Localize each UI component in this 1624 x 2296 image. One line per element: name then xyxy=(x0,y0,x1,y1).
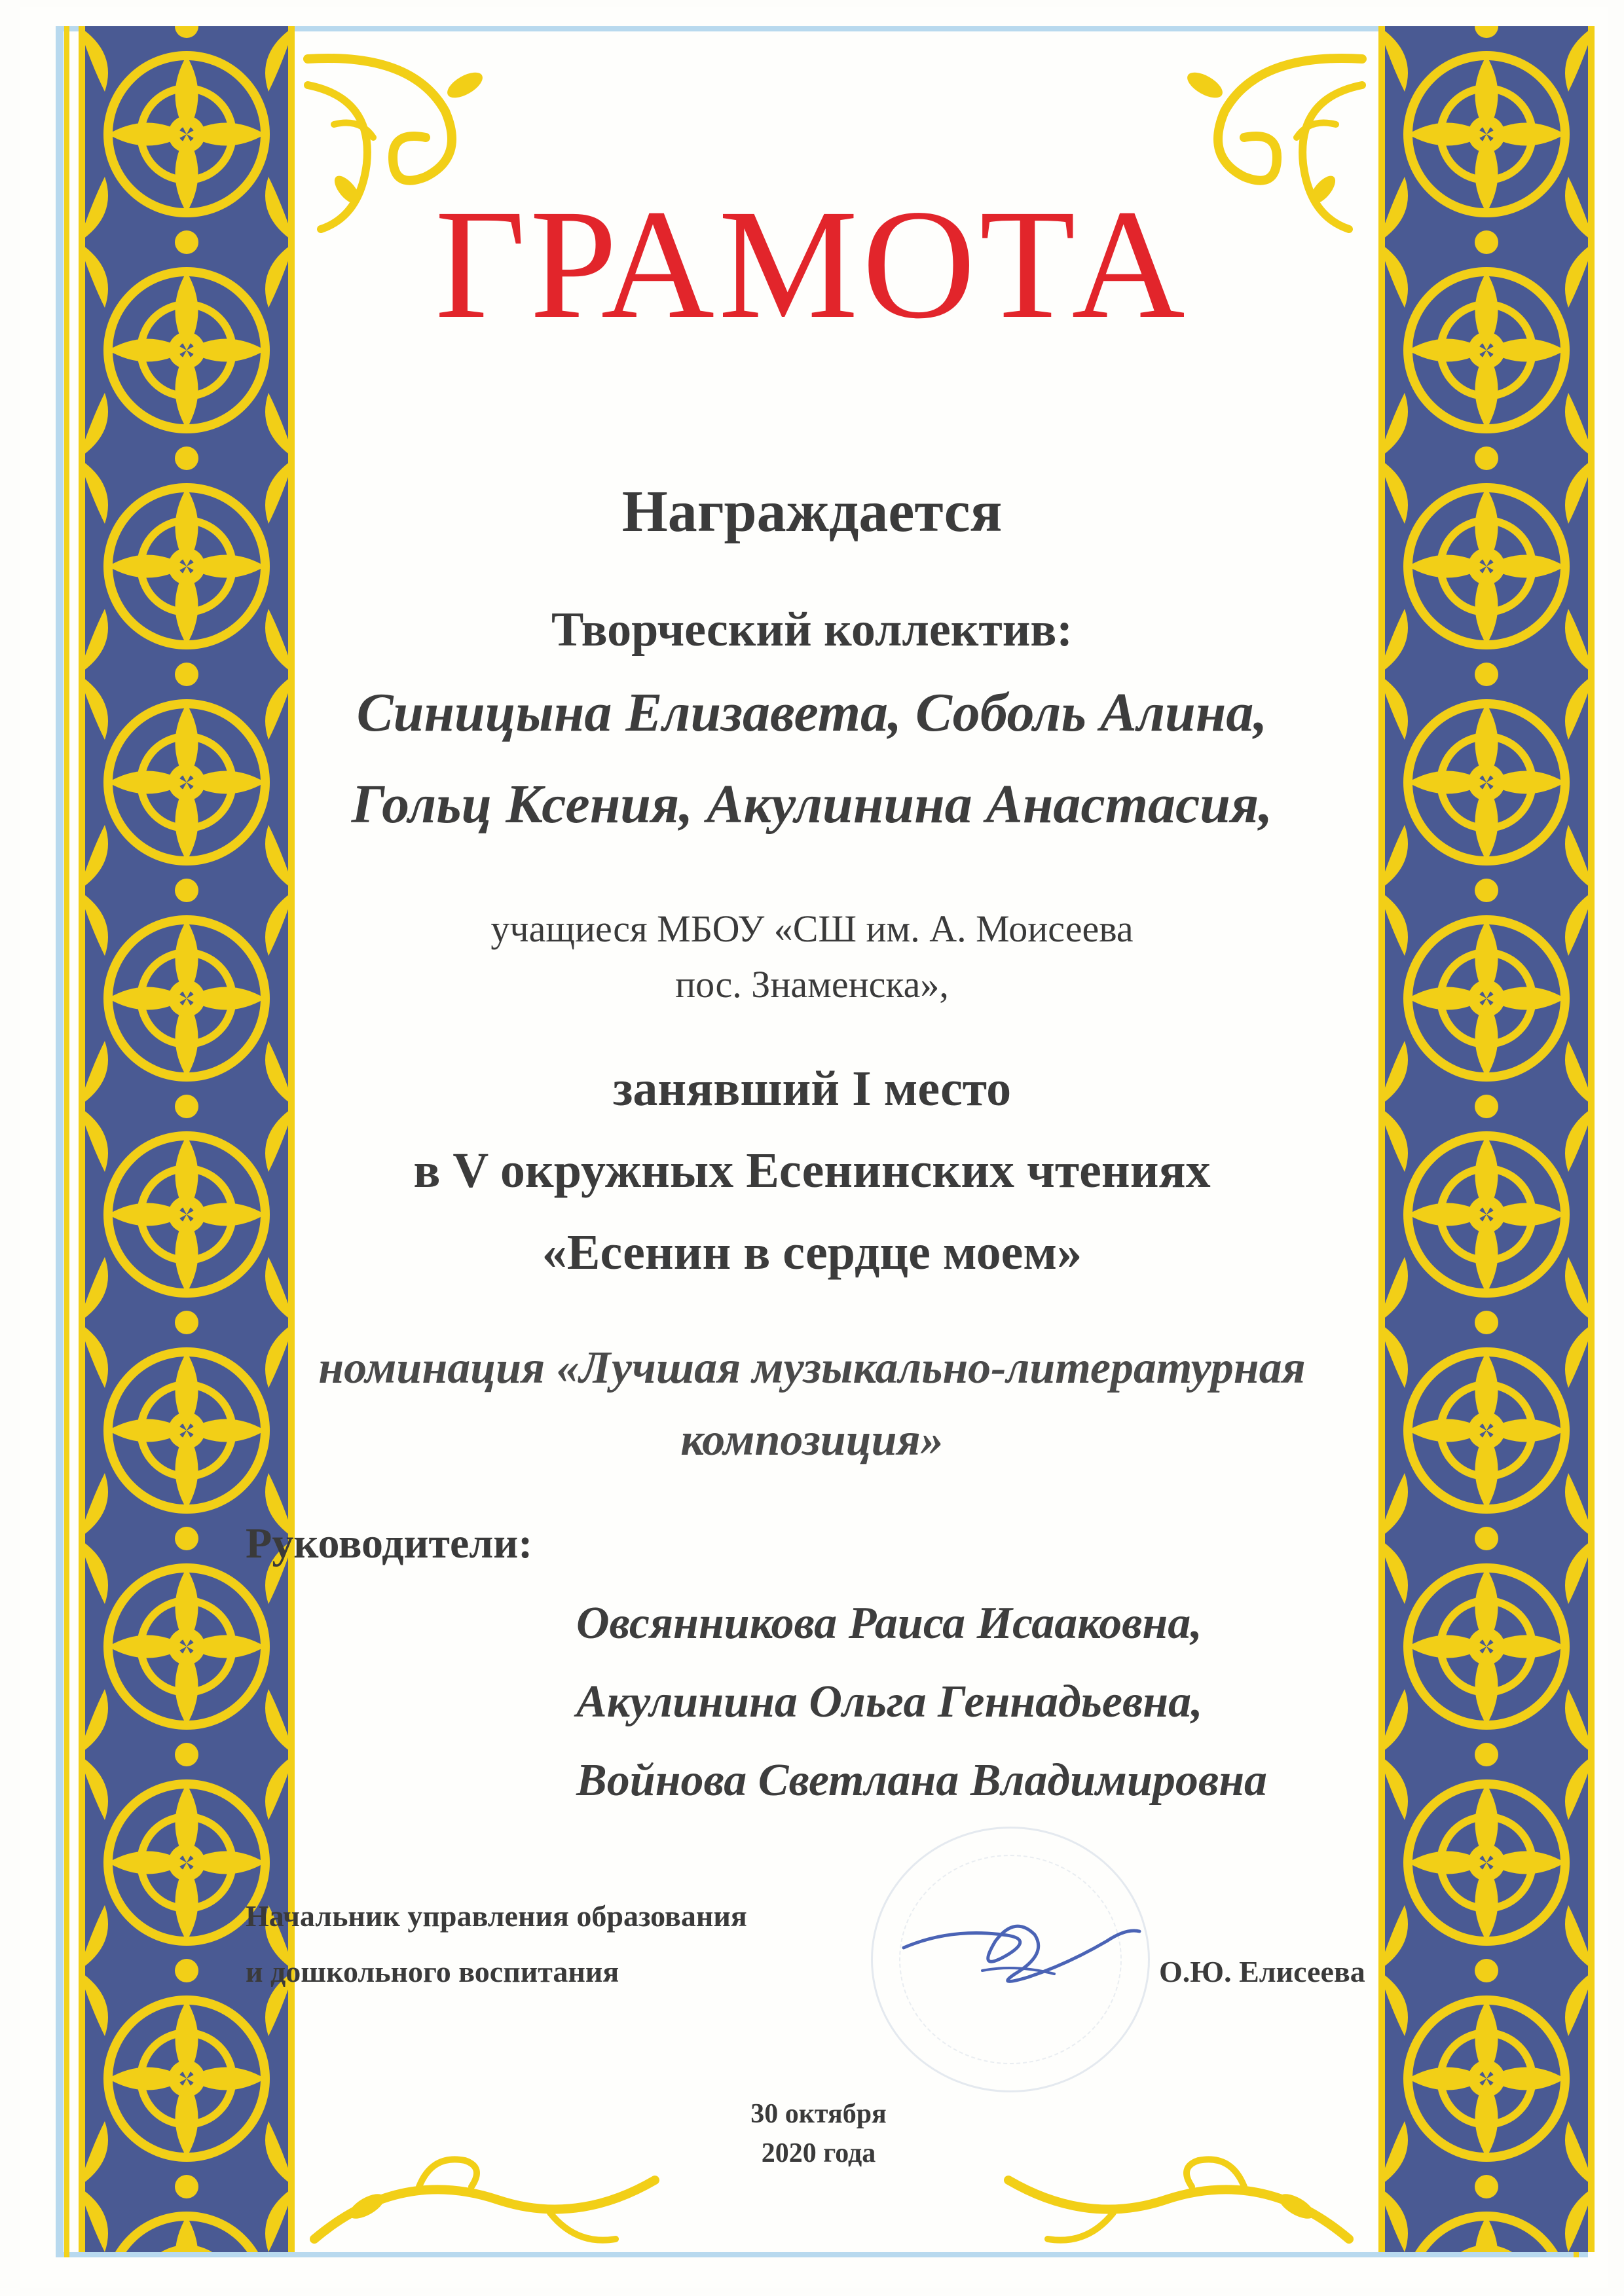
frame-line-left xyxy=(56,26,64,2257)
team-label: Творческий коллектив: xyxy=(551,603,1073,657)
certificate-content xyxy=(249,0,1375,2296)
leader-3: Войнова Светлана Владимировна xyxy=(576,1755,1268,1806)
leaders-label: Руководители: xyxy=(246,1520,533,1567)
signatory-title-line-2: и дошкольного воспитания xyxy=(246,1955,619,1988)
place-line-1: занявший I место xyxy=(612,1061,1012,1116)
awarded-heading: Награждается xyxy=(621,479,1003,544)
members-line-1: Синицына Елизавета, Соболь Алина, xyxy=(356,682,1268,743)
nomination-line-2: композиция» xyxy=(680,1415,944,1465)
handwritten-signature xyxy=(897,1902,1146,2007)
ornament-border-right xyxy=(1378,26,1595,2252)
leader-1: Овсянникова Раиса Исааковна, xyxy=(576,1598,1202,1649)
place-line-2: в V окружных Есенинских чтениях xyxy=(413,1143,1211,1198)
frame-gold-left xyxy=(64,26,69,2257)
school-line-2: пос. Знаменска», xyxy=(675,963,949,1006)
signatory-name: О.Ю. Елисеева xyxy=(1159,1955,1365,1988)
members-line-2: Гольц Ксения, Акулинина Анастасия, xyxy=(351,774,1273,835)
place-line-3: «Есенин в сердце моем» xyxy=(542,1225,1082,1280)
nomination-line-1: номинация «Лучшая музыкально-литературная xyxy=(318,1343,1306,1393)
date-line-1: 30 октября xyxy=(750,2099,887,2129)
certificate-title: ГРАМОТА xyxy=(435,177,1189,351)
leader-2: Акулинина Ольга Геннадьевна, xyxy=(576,1677,1203,1727)
signatory-title-line-1: Начальник управления образования xyxy=(246,1899,747,1933)
date-line-2: 2020 года xyxy=(761,2138,876,2168)
school-line-1: учащиеся МБОУ «СШ им. А. Моисеева xyxy=(490,907,1134,950)
